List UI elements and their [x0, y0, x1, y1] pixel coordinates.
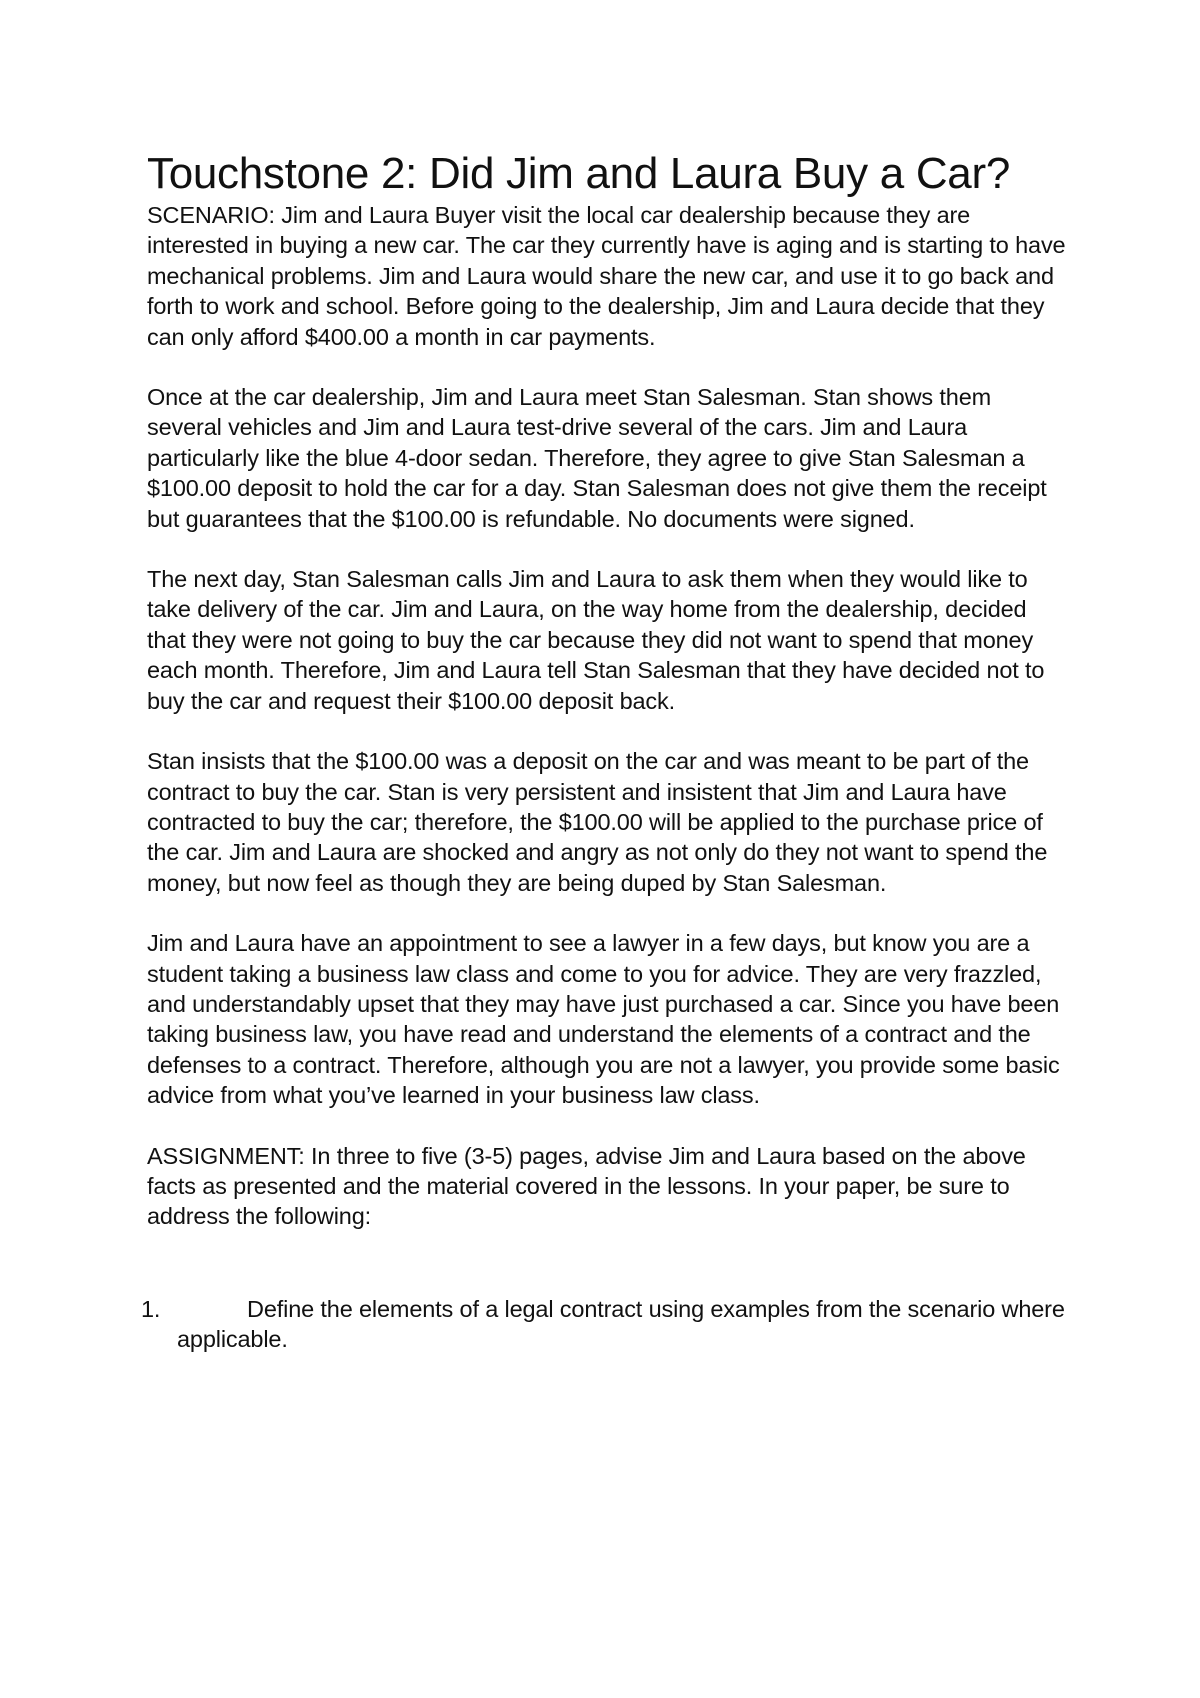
assignment-paragraph: ASSIGNMENT: In three to five (3-5) pages, advise Jim and Laura based on the above facts as presented and the material covered in the lessons. In your paper, be sure to address the following: [147, 1142, 1026, 1230]
dealership-paragraph: Once at the car dealership, Jim and Laura meet Stan Salesman. Stan shows them several vehicles and Jim and Laura test-drive several of the cars. Jim and Laura particularly like the blue 4-door sedan. Therefore, they agree to give Stan Salesman a $100.00 deposit to hold the car for a day. Stan Salesman does not give them the receipt but guarantees that the $100.00 is refundable. No documents were signed. [147, 384, 1047, 532]
stan-insists-paragraph: Stan insists that the $100.00 was a deposit on the car and was meant to be part of the contract to buy the car. Stan is very persistent and insistent that Jim and Laura have contracted to buy the car; therefore, the $100.00 will be applied to the purchase price of the car. Jim and Laura are shocked and angry as not only do they not want to spend the money, but now feel as though they are being duped by Stan Salesman. [147, 748, 1048, 896]
document-page [141, 148, 1067, 1355]
document-title: Touchstone 2: Did Jim and Laura Buy a Car? [147, 149, 1010, 198]
advice-paragraph: Jim and Laura have an appointment to see a lawyer in a few days, but know you are a student taking a business law class and come to you for advice. They are very frazzled, and understandably upset that they may have just purchased a car. Since you have been taking business law, you have read and understand the elements of a contract and the defenses to a contract. Therefore, although you are not a lawyer, you provide some basic advice from what you’ve learned in your business law class. [147, 930, 1060, 1109]
requirements-list [141, 1294, 1067, 1355]
next-day-paragraph: The next day, Stan Salesman calls Jim and Laura to ask them when they would like to take delivery of the car. Jim and Laura, on the way home from the dealership, decided that they were not going to buy the car because they did not want to spend that money each month. Therefore, Jim and Laura tell Stan Salesman that they have decided not to buy the car and request their $100.00 deposit back. [147, 566, 1045, 714]
list-item [141, 1294, 1067, 1355]
list-item-number: 1. [141, 1295, 161, 1322]
list-item-text: Define the elements of a legal contract using examples from the scenario where applicable. [177, 1295, 1065, 1353]
scenario-paragraph: SCENARIO: Jim and Laura Buyer visit the local car dealership because they are interested in buying a new car. The car they currently have is aging and is starting to have mechanical problems. Jim and Laura would share the new car, and use it to go back and forth to work and school. Before going to the dealership, Jim and Laura decide that they can only afford $400.00 a month in car payments. [147, 202, 1066, 350]
